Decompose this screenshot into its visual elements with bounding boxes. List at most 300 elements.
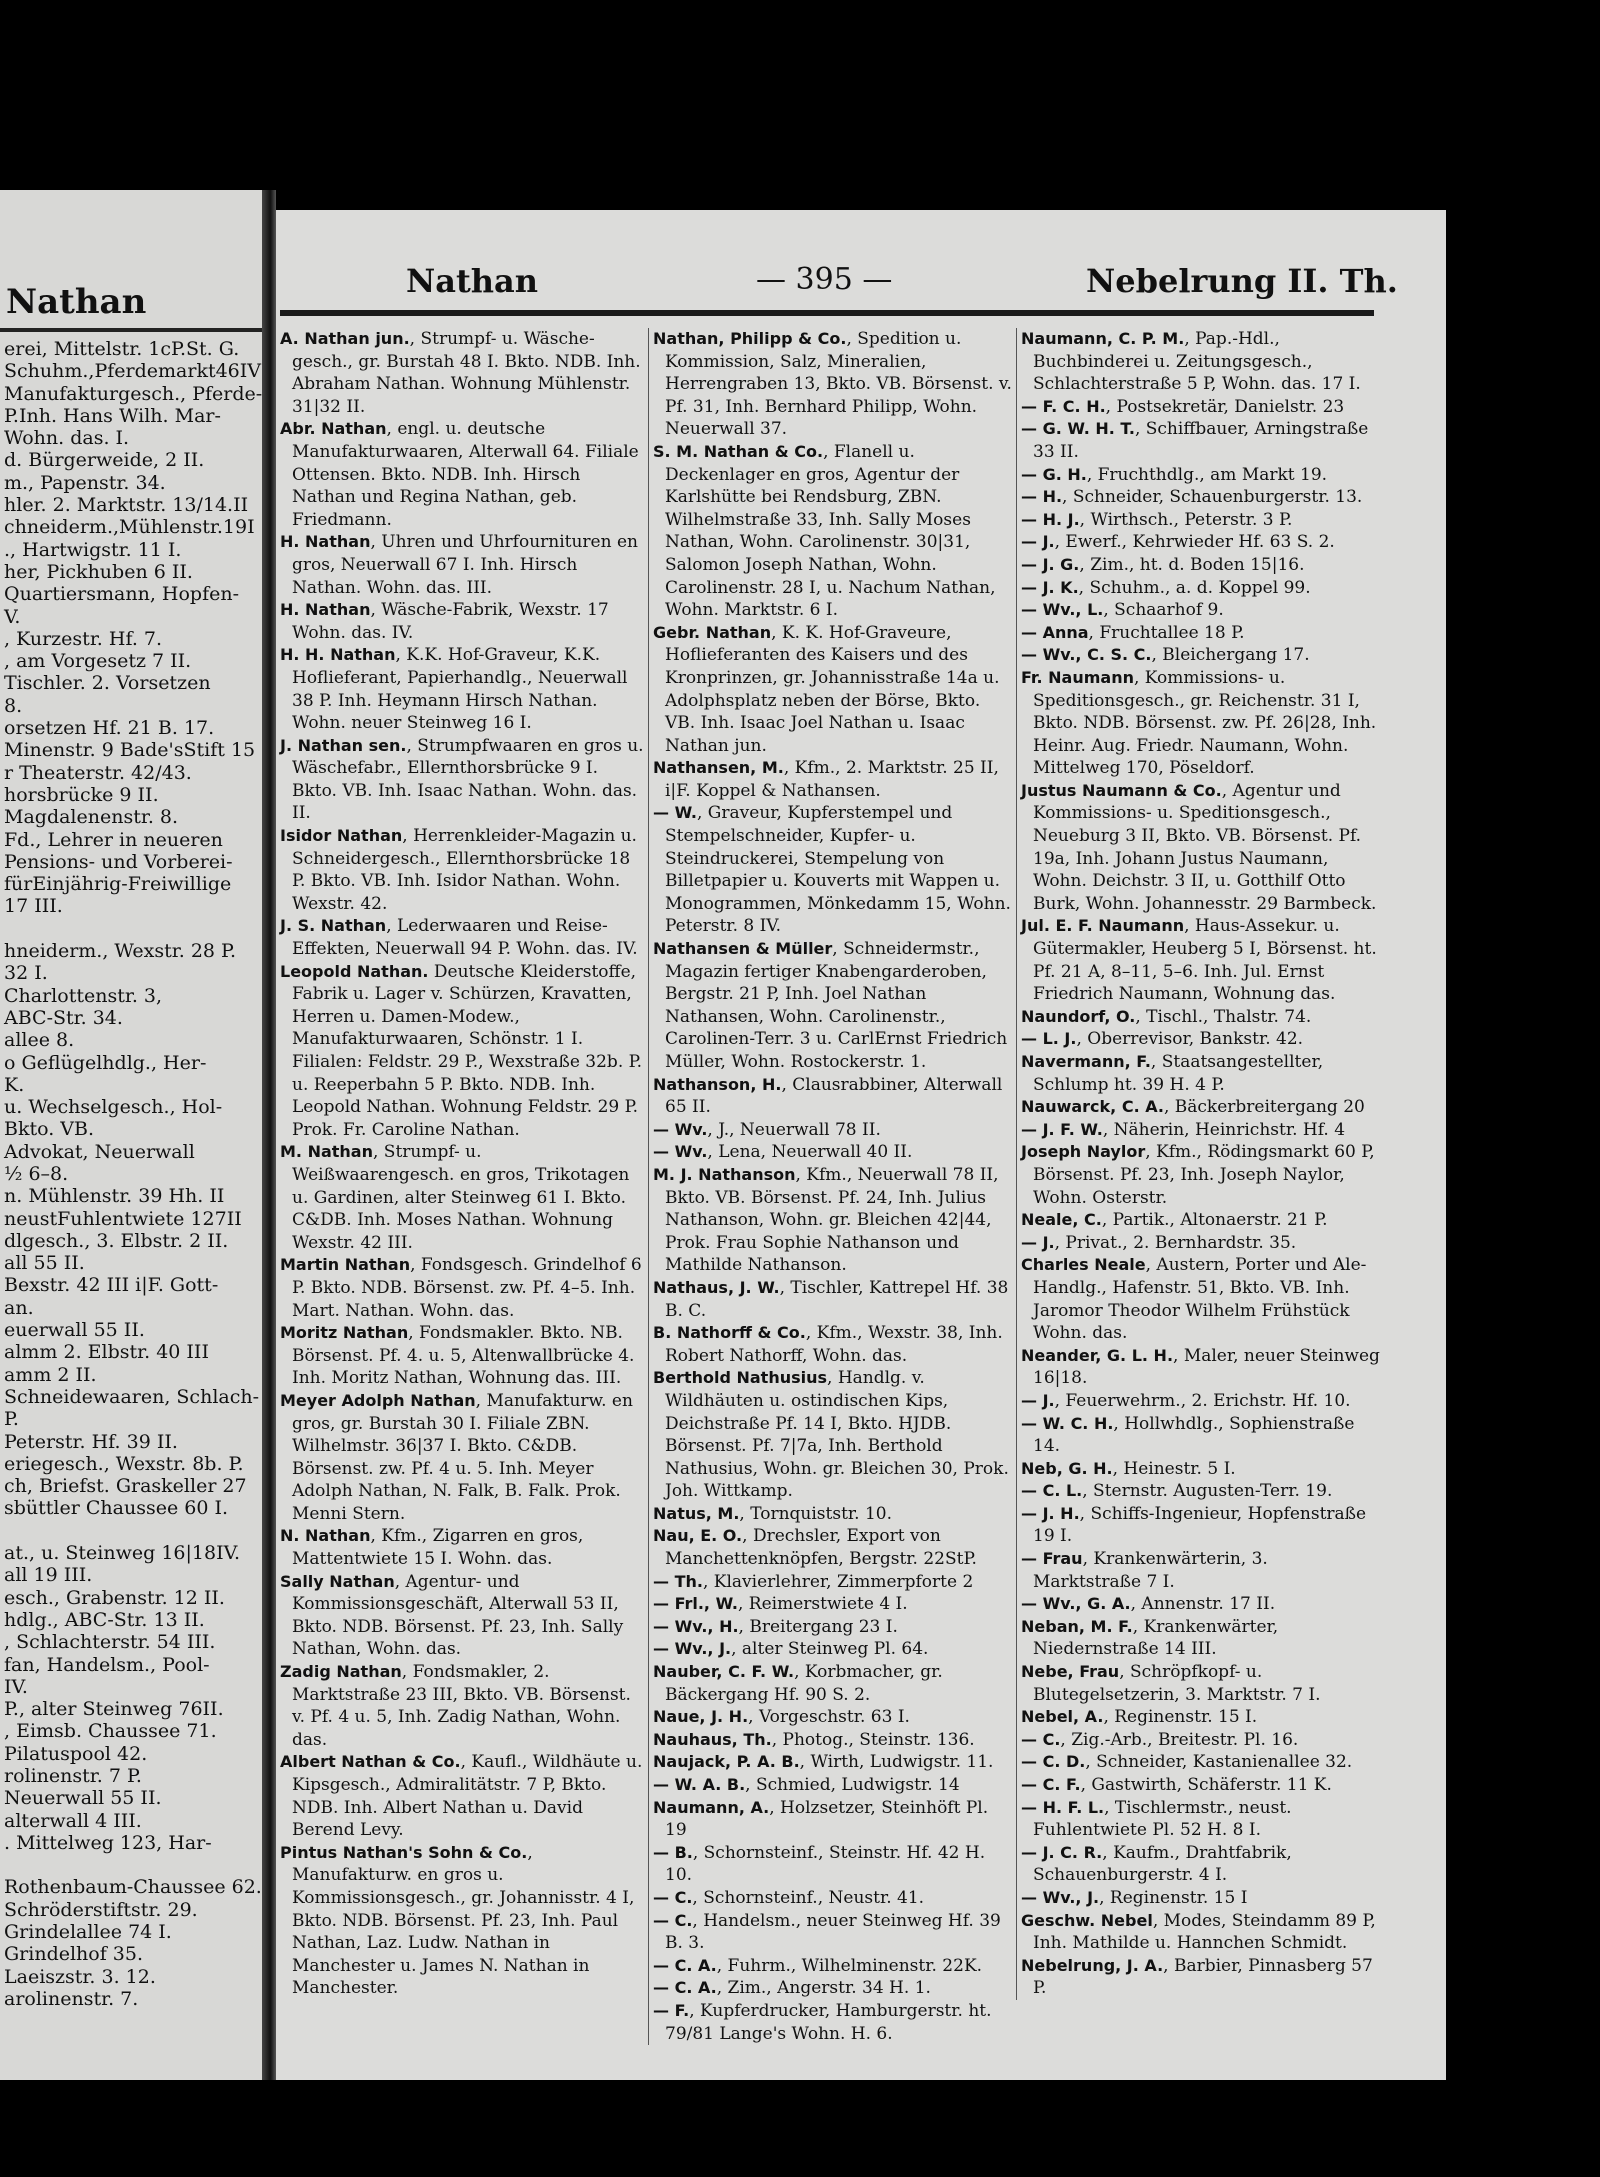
directory-entry [653,1277,1015,1322]
previous-page-line: Laeiszstr. 3. 12. [4,1965,156,1988]
entry-name: Naundorf, O. [1021,1006,1136,1026]
entry-name: Isidor Nathan [280,826,403,846]
entry-name: — W. A. B. [653,1775,746,1794]
previous-page-line: sbüttler Chaussee 60 I. [4,1497,228,1520]
entry-name: Nauhaus, Th. [653,1729,772,1749]
entry-details: , engl. u. deutsche Manufakturwaaren, Alterwall 64. Filiale Ottensen. Bkto. NDB. Inh. Hirsch Nathan und Regina Nathan, geb. Friedmann. [292,419,639,530]
previous-page-line: Bexstr. 42 III i|F. Gott- [4,1274,219,1297]
entry-name: — Anna [1021,622,1089,642]
entry-name: — C. L. [1021,1481,1083,1501]
entry-name: N. Nathan [280,1526,371,1546]
previous-page-line: Pensions- und Vorberei- [4,850,233,873]
directory-entry [653,938,1015,1074]
entry-details: , Kaufl., Wildhäute u. Kipsgesch., Admiralitätstr. 7 P, Bkto. NDB. Inh. Albert Nathan u. David Berend Levy. [292,1752,643,1841]
entry-name: H. Nathan [280,532,371,552]
entry-details: , Korbmacher, gr. Bäckergang Hf. 90 S. 2. [665,1662,943,1705]
directory-entry [1021,509,1381,532]
entry-details: , Manufakturw. en gros u. Kommissionsgesch., gr. Johannisstr. 4 I, Bkto. NDB. Börsenst. Pf. 23, Inh. Paul Nathan, Laz. Ludw. Nathan in Manchester u. James N. Nathan in Manchester. [292,1842,635,1999]
entry-name: — Wv., L. [1021,600,1104,620]
entry-details: , Oberrevisor, Bankstr. 42. [1076,1029,1304,1050]
entry-name: Justus Naumann & Co. [1021,780,1222,800]
previous-page-line: ., Hartwigstr. 11 I. [4,538,182,561]
entry-name: S. M. Nathan & Co. [653,441,824,461]
entry-name: — J. [1021,1232,1055,1252]
entry-details: , Manufakturw. en gros, gr. Burstah 30 I. Filiale ZBN. Wilhelmstr. 36|37 I. Bkto. C&DB. Börsenst. zw. Pf. 4 u. 5. Inh. Meyer Adolph Nathan, N. Falk, B. Falk. Prok. Menni Stern. [292,1390,633,1524]
directory-entry [653,1141,1015,1164]
previous-page-line: , Eimsb. Chaussee 71. [4,1720,217,1743]
entry-details: , Schuhm., a. d. Koppel 99. [1078,577,1311,598]
previous-page-line: at., u. Steinweg 16|18IV. [4,1542,241,1565]
directory-entry [653,622,1015,758]
entry-name: — H. J. [1021,509,1080,529]
entry-name: — C. A. [653,1978,717,1998]
entry-details: , alter Steinweg Pl. 64. [731,1639,929,1660]
entry-name: — J. [1021,532,1055,552]
entry-name: Nebelrung, J. A. [1021,1955,1164,1975]
previous-page-line: Schneidewaaren, Schlach- [4,1385,260,1408]
column-2 [648,328,1015,2045]
directory-entry [653,1074,1015,1119]
entry-name: Nebel, A. [1021,1707,1104,1727]
directory-entry [653,1164,1015,1277]
entry-details: , Tischler, Kattrepel Hf. 38 B. C. [665,1277,1009,1321]
directory-entry [1021,1503,1381,1548]
directory-entry [653,1706,1015,1729]
entry-details: , Sternstr. Augusten-Terr. 19. [1082,1481,1333,1502]
entry-details: , Agentur- und Kommissionsgeschäft, Alterwall 53 II, Bkto. NDB. Börsenst. Pf. 23, Inh. Sally Nathan, Wohn. das. [292,1571,624,1660]
previous-page-line: hneiderm., Wexstr. 28 P. [4,940,237,963]
entry-name: — G. W. H. T. [1021,419,1135,439]
entry-name: M. J. Nathanson [653,1164,796,1184]
entry-name: Pintus Nathan's Sohn & Co. [280,1842,528,1862]
previous-page-line: rolinenstr. 7 P. [4,1765,142,1787]
directory-entry [1021,554,1381,577]
previous-page-line: Advokat, Neuerwall [4,1140,195,1163]
previous-page-fragment [0,190,262,2080]
entry-name: Neale, C. [1021,1210,1102,1230]
entry-details: , Schneider, Schauenburgerstr. 13. [1062,487,1363,508]
entry-name: — B. [653,1842,693,1862]
entry-name: Berthold Nathusius [653,1368,828,1388]
entry-name: Gebr. Nathan [653,622,772,642]
entry-details: , Kupferdrucker, Hamburgerstr. ht. 79/81 Lange's Wohn. H. 6. [665,2000,992,2044]
previous-page-line: V. [4,605,21,628]
directory-entry [1021,531,1381,554]
directory-entry [1021,1006,1381,1029]
previous-page-line: euerwall 55 II. [4,1319,145,1342]
directory-entry [653,2000,1015,2045]
entry-details: , Staatsangestellter, Schlump ht. 39 H. 4 P. [1033,1052,1324,1095]
entry-name: B. Nathorff & Co. [653,1323,806,1343]
entry-details: , K. K. Hof-Graveure, Hoflieferanten des Kaisers und des Kronprinzen, gr. Johannisstraße 14a u. Adolphsplatz neben der Börse, Bkto. VB. Inh. Isaac Joel Nathan u. Isaac Nathan jun. [665,622,1000,756]
entry-details: , Barbier, Pinnasberg 57 P. [1033,1955,1373,1999]
entry-name: Neb, G. H. [1021,1458,1113,1478]
entry-name: M. Nathan [280,1142,373,1162]
entry-name: Charles Neale [1021,1255,1146,1275]
entry-details: , Flanell u. Deckenlager en gros, Agentur der Karlshütte bei Rendsburg, ZBN. Wilhelmstraße 33, Inh. Sally Moses Nathan, Wohn. Carolinenstr. 30|31, Salomon Joseph Nathan, Wohn. Carolinenstr. 28 I, u. Nachum Nathan, Wohn. Marktstr. 6 I. [665,441,996,621]
directory-entry [1021,1345,1381,1390]
directory-entry [1021,1028,1381,1051]
entry-details: Deutsche Kleiderstoffe, Fabrik u. Lager v. Schürzen, Kravatten, Herren u. Damen-Modew., Manufakturwaaren, Schönstr. 1 I. Filialen: Feldstr. 29 P., Wexstraße 32b. P. u. Reeperbahn 5 P. Bkto. NDB. Inh. Leopold Nathan. Wohnung Feldstr. 29 P. Prok. Fr. Caroline Nathan. [292,961,643,1140]
entry-name: Sally Nathan [280,1571,395,1591]
directory-entry [280,961,644,1142]
entry-name: — C. [653,1887,693,1907]
entry-details: , Feuerwehrm., 2. Erichstr. Hf. 10. [1054,1390,1351,1411]
entry-details: , Fondsmakler. Bkto. NB. Börsenst. Pf. 4. u. 5, Altenwallbrücke 4. Inh. Moritz Nathan, Wohnung das. III. [292,1323,635,1389]
directory-entry [653,1571,1015,1594]
entry-details: , Strumpf- u. Weißwaarengesch. en gros, Trikotagen u. Gardinen, alter Steinweg 61 I. Bkto. C&DB. Inh. Moses Nathan. Wohnung Wexstr. 42 III. [292,1142,630,1253]
entry-details: , Postsekretär, Danielstr. 23 [1105,396,1345,417]
entry-details: , Reginenstr. 15 I. [1103,1707,1258,1728]
entry-name: — Th. [653,1571,703,1591]
entry-details: , Agentur und Kommissions- u. Speditionsgesch., Neueburg 3 II, Bkto. VB. Börsenst. Pf. 19a, Inh. Johann Justus Naumann, Wohn. Deichstr. 3 II, u. Gotthilf Otto Burk, Wohn. Johannesstr. 29 Barmbeck. [1033,780,1377,914]
previous-page-line: , Schlachterstr. 54 III. [4,1631,216,1654]
directory-entry [280,1571,644,1661]
book-gutter [262,190,276,2080]
entry-name: Nathan, Philipp & Co. [653,329,847,348]
page-header [276,258,1398,310]
entry-details: , Schornsteinf., Steinstr. Hf. 42 H. 10. [665,1842,986,1886]
previous-page-line: Pilatuspool 42. [4,1742,148,1765]
directory-entry [653,1661,1015,1706]
previous-page-line: P.Inh. Hans Wilh. Mar- [4,404,221,427]
entry-details: , Haus-Assekur. u. Gütermakler, Heuberg 5 I, Börsenst. ht. Pf. 21 A, 8–11, 5–6. Inh. Jul. Ernst Friedrich Naumann, Wohnung das. [1033,916,1377,1005]
entry-name: — Frau [1021,1549,1083,1569]
entry-details: , Fuhrm., Wilhelminenstr. 22K. [716,1955,983,1976]
previous-page-rule [0,328,262,332]
previous-page-line: almm 2. Elbstr. 40 III [4,1341,209,1364]
previous-page-line: Tischler. 2. Vorsetzen [4,672,211,695]
directory-entry [1021,396,1381,419]
entry-name: — Wv., H. [653,1616,739,1636]
previous-page-line: P., alter Steinweg 76II. [4,1698,224,1721]
directory-entry [1021,1616,1381,1661]
previous-page-line [4,918,262,940]
header-right-catchword: Nebelrung II. Th. [1086,262,1398,300]
directory-entry [1021,915,1381,1005]
directory-entry [1021,1051,1381,1096]
previous-page-line: K. [4,1073,25,1096]
directory-entry [1021,1480,1381,1503]
entry-name: Abr. Nathan [280,419,387,439]
entry-name: J. S. Nathan [280,916,387,936]
entry-name: Albert Nathan & Co. [280,1752,461,1772]
entry-details: , Zim., ht. d. Boden 15|16. [1079,554,1305,575]
directory-entry [653,757,1015,802]
entry-details: , Uhren und Uhrfournituren en gros, Neuerwall 67 I. Inh. Hirsch Nathan. Wohn. das. III. [292,532,638,598]
directory-entry [653,1910,1015,1955]
directory-entry [1021,577,1381,600]
previous-page-line: Quartiersmann, Hopfen- [4,583,240,606]
directory-entry [1021,644,1381,667]
previous-page-line: orsetzen Hf. 21 B. 17. [4,717,215,740]
directory-entry [1021,667,1381,780]
directory-entry [1021,1141,1381,1209]
entry-name: — H. F. L. [1021,1797,1105,1817]
entry-details: , Strumpf- u. Wäsche-gesch., gr. Burstah 48 I. Bkto. NDB. Inh. Abraham Nathan. Wohnung Mühlenstr. 31|32 II. [292,329,641,417]
directory-entry [1021,599,1381,622]
entry-details: , Zig.-Arb., Breitestr. Pl. 16. [1060,1729,1299,1750]
entry-name: Jul. E. F. Naumann [1021,916,1185,936]
previous-page-line: eriegesch., Wexstr. 8b. P. [4,1452,244,1475]
directory-entry [653,1638,1015,1661]
entry-name: H. Nathan [280,600,371,620]
entry-details: , Pap.-Hdl., Buchbinderei u. Zeitungsgesch., Schlachterstraße 5 P, Wohn. das. 17 I. [1033,329,1361,395]
previous-page-line: Rothenbaum-Chaussee 62. [4,1876,262,1899]
directory-entry [280,418,644,531]
directory-entry [280,599,644,644]
directory-entry [1021,1413,1381,1458]
entry-details: , Schmied, Ludwigstr. 14 [745,1775,960,1795]
entry-name: — J. K. [1021,577,1079,597]
entry-name: Nathansen & Müller [653,939,833,959]
entry-details: , Schneidermstr., Magazin fertiger Knabengarderoben, Bergstr. 21 P, Inh. Joel Nathan Nathansen, Wohn. Carolinenstr., Carolinen-Terr. 3 u. CarlErnst Friedrich Müller, Wohn. Rostockerstr. 1. [665,939,1008,1072]
entry-name: Natus, M. [653,1503,740,1523]
directory-entry [1021,1390,1381,1413]
entry-details: , Kommissions- u. Speditionsgesch., gr. Reichenstr. 31 I, Bkto. NDB. Börsenst. zw. Pf. 26|28, Inh. Heinr. Aug. Friedr. Naumann, Wohn. Mittelweg 170, Pöseldorf. [1033,667,1377,779]
directory-entry [1021,1254,1381,1344]
previous-page-line: m., Papenstr. 34. [4,471,166,494]
entry-details: , Schaarhof 9. [1103,600,1224,621]
directory-page [276,210,1446,2080]
entry-details: , Bleichergang 17. [1151,645,1310,666]
directory-entry [280,1254,644,1322]
directory-entry [653,1119,1015,1142]
entry-name: Nebe, Frau [1021,1662,1120,1682]
entry-details: , Näherin, Heinrichstr. Hf. 4 [1102,1119,1346,1140]
page-number: — 395 — [756,262,893,297]
directory-entry [1021,1096,1381,1119]
directory-entry [653,1593,1015,1616]
entry-details: , Maler, neuer Steinweg 16|18. [1033,1345,1380,1389]
entry-name: — C. A. [653,1955,717,1975]
entry-name: — Wv., G. A. [1021,1594,1131,1614]
previous-page-line: fan, Handelsm., Pool- [4,1653,210,1676]
entry-name: Naue, J. H. [653,1707,749,1727]
entry-name: — C. [1021,1729,1061,1749]
entry-name: Zadig Nathan [280,1662,402,1682]
entry-details: , Handlg. v. Wildhäuten u. ostindischen Kips, Deichstraße Pf. 14 I, Bkto. HJDB. Börsenst. Pf. 7|7a, Inh. Berthold Nathusius, Wohn. gr. Bleichen 30, Prok. Joh. Wittkamp. [665,1368,1009,1502]
previous-page-line: Schröderstiftstr. 29. [4,1898,198,1921]
entry-details: , Lederwaaren und Reise-Effekten, Neuerwall 94 P. Wohn. das. IV. [292,916,638,960]
previous-page-line: arolinenstr. 7. [4,1987,139,2010]
previous-page-line: P. [4,1408,19,1431]
entry-name: — Wv., C. S. C. [1021,645,1152,665]
entry-name: — Wv. [653,1119,708,1139]
entry-name: Martin Nathan [280,1255,411,1275]
entry-details: , Kfm., Zigarren en gros, Mattentwiete 15 I. Wohn. das. [292,1526,584,1570]
previous-page-line: ch, Briefst. Graskeller 27 [4,1475,247,1498]
directory-entry [280,644,644,734]
entry-details: , Handelsm., neuer Steinweg Hf. 39 B. 3. [665,1910,1001,1954]
directory-entry [653,1751,1015,1774]
directory-entry [1021,1209,1381,1232]
directory-entry [653,441,1015,622]
entry-details: , Spedition u. Kommission, Salz, Mineralien, Herrengraben 13, Bkto. VB. Börsenst. v. Pf. 31, Inh. Bernhard Philipp, Wohn. Neuerwall 37. [665,329,1012,440]
previous-page-line: 32 I. [4,962,48,985]
entry-name: Nathaus, J. W. [653,1277,780,1297]
entry-name: Leopold Nathan. [280,961,429,981]
entry-name: — F. [653,2000,690,2020]
entry-name: — Wv., J. [653,1639,732,1659]
entry-details: , Graveur, Kupferstempel und Stempelschneider, Kupfer- u. Steindruckerei, Stempelung von Billetpapier u. Kouverts mit Wappen u. Monogrammen, Mönkedamm 15, Wohn. Peterstr. 8 IV. [665,803,1011,937]
entry-name: — C. [653,1910,693,1930]
directory-entry [1021,1887,1381,1910]
entry-details: , Fruchtallee 18 P. [1088,622,1245,643]
entry-name: — C. D. [1021,1752,1086,1772]
entry-name: — Frl., W. [653,1594,738,1614]
previous-page-line: Magdalenenstr. 8. [4,806,179,829]
directory-entry [1021,1593,1381,1616]
previous-page-line: all 19 III. [4,1564,93,1587]
entry-name: Joseph Naylor [1021,1142,1146,1162]
previous-page-line: Grindelallee 74 I. [4,1921,172,1944]
previous-page-line: esch., Grabenstr. 12 II. [4,1586,225,1609]
entry-details: , Bäckerbreitergang 20 [1163,1097,1365,1118]
entry-details: , Hollwhdlg., Sophienstraße 14. [1033,1413,1355,1457]
entry-details: , Krankenwärterin, 3. Marktstraße 7 I. [1033,1549,1268,1592]
previous-page-line: hdlg., ABC-Str. 13 II. [4,1608,205,1631]
directory-entry [653,1729,1015,1752]
previous-page-line: fürEinjährig-Freiwillige [4,873,232,896]
previous-page-line [4,1854,262,1876]
entry-name: — J. H. [1021,1503,1080,1523]
directory-entry [1021,1842,1381,1887]
directory-entry [280,531,644,599]
entry-details: , Reginenstr. 15 I [1099,1887,1248,1908]
directory-entry [280,915,644,960]
entry-details: , Schröpfkopf- u. Blutegelsetzerin, 3. Marktstr. 7 I. [1033,1662,1321,1705]
previous-page-line: d. Bürgerweide, 2 II. [4,449,205,472]
entry-name: Nau, E. O. [653,1526,743,1546]
entry-details: , Privat., 2. Bernhardstr. 35. [1054,1232,1297,1253]
entry-name: Naumann, C. P. M. [1021,329,1185,348]
directory-entry [280,328,644,418]
entry-name: Fr. Naumann [1021,667,1134,687]
directory-entry [653,1977,1015,2000]
previous-page-line: . Mittelweg 123, Har- [4,1831,212,1854]
previous-page-line: hler. 2. Marktstr. 13/14.II [4,494,249,517]
directory-entry [1021,1119,1381,1142]
header-rule [280,310,1374,316]
entry-name: Nauwarck, C. A. [1021,1097,1164,1117]
previous-page-line: Wohn. das. I. [4,427,130,450]
directory-entry [280,1141,644,1254]
previous-page-line: alterwall 4 III. [4,1809,142,1832]
directory-entry [653,1525,1015,1570]
directory-entry [280,1322,644,1390]
entry-details: , Schneider, Kastanienallee 32. [1085,1752,1353,1773]
directory-entry [653,1887,1015,1910]
entry-name: — G. H. [1021,464,1087,484]
entry-name: Nathansen, M. [653,758,784,778]
directory-entry [280,1751,644,1841]
entry-details: , Schiffs-Ingenieur, Hopfenstraße 19 I. [1033,1503,1367,1547]
directory-entry [1021,1661,1381,1706]
previous-page-line: erei, Mittelstr. 1cP.St. G. [4,338,240,360]
previous-page-lines [0,338,262,2010]
entry-details: , Reimerstwiete 4 I. [738,1594,908,1615]
previous-page-line: Schuhm.,Pferdemarkt46IV [4,360,261,383]
previous-page-line: Bkto. VB. [4,1118,95,1141]
entry-details: , Wirth, Ludwigstr. 11. [799,1752,994,1773]
entry-name: — F. C. H. [1021,396,1106,416]
entry-details: , Fondsgesch. Grindelhof 6 P. Bkto. NDB. Börsenst. zw. Pf. 4–5. Inh. Mart. Nathan. Wohn. das. [292,1255,642,1321]
previous-page-line: Charlottenstr. 3, [4,984,163,1007]
entry-details: , Tischl., Thalstr. 74. [1135,1006,1312,1027]
directory-entry [653,1774,1015,1797]
previous-page-header: Nathan [6,282,147,322]
directory-entry [1021,1797,1381,1842]
entry-details: , Kaufm., Drahtfabrik, Schauenburgerstr. 4 I. [1033,1842,1292,1886]
directory-entry [1021,1774,1381,1797]
header-left-catchword: Nathan [406,262,539,300]
entry-details: , Clausrabbiner, Alterwall 65 II. [665,1074,1003,1118]
previous-page-line: dlgesch., 3. Elbstr. 2 II. [4,1229,229,1252]
previous-page-line: horsbrücke 9 II. [4,783,159,806]
entry-name: Moritz Nathan [280,1323,409,1343]
entry-details: , Drechsler, Export von Manchettenknöpfen, Bergstr. 22StP. [665,1526,977,1570]
previous-page-line [4,1520,262,1542]
entry-details: , Zim., Angerstr. 34 H. 1. [716,1978,931,1999]
previous-page-line: Neuerwall 55 II. [4,1787,162,1810]
previous-page-line: , am Vorgesetz 7 II. [4,650,192,673]
entry-name: Meyer Adolph Nathan [280,1390,476,1410]
directory-entry [1021,418,1381,463]
previous-page-line: ABC-Str. 34. [4,1006,123,1029]
previous-page-line: Peterstr. Hf. 39 II. [4,1430,178,1453]
entry-details: , Lena, Neuerwall 40 II. [707,1142,913,1163]
entry-details: , Herrenkleider-Magazin u. Schneidergesch., Ellernthorsbrücke 18 P. Bkto. VB. Inh. Isidor Nathan. Wohn. Wexstr. 42. [292,826,637,914]
scan-right-margin [1446,210,1600,2080]
directory-entry [1021,1548,1381,1593]
entry-details: , Tischlermstr., neust. Fuhlentwiete Pl. 52 H. 8 I. [1033,1797,1292,1841]
previous-page-line: n. Mühlenstr. 39 Hh. II [4,1185,225,1208]
entry-name: — J. [1021,1390,1055,1410]
previous-page-line: u. Wechselgesch., Hol- [4,1096,223,1119]
directory-entry [653,1797,1015,1842]
entry-name: — Wv., J. [1021,1887,1100,1907]
entry-details: , Vorgeschstr. 63 I. [748,1707,910,1728]
directory-entry [1021,1910,1381,1955]
previous-page-line: o Geflügelhdlg., Her- [4,1051,207,1074]
previous-page-line: IV. [4,1675,28,1698]
entry-details: , Heinestr. 5 I. [1112,1458,1236,1479]
entry-details: , Kfm., Neuerwall 78 II, Bkto. VB. Börsenst. Pf. 24, Inh. Julius Nathanson, Wohn. gr. Bleichen 42|44, Prok. Frau Sophie Nathanson und Mathilde Nathanson. [665,1164,999,1276]
directory-entry [1021,780,1381,916]
directory-entry [653,1842,1015,1887]
column-1 [280,328,644,2000]
directory-entry [653,328,1015,441]
directory-entry [1021,1751,1381,1774]
directory-entry [653,1503,1015,1526]
entry-name: — L. J. [1021,1029,1077,1049]
previous-page-line: 17 III. [4,895,63,918]
entry-details: , Schornsteinf., Neustr. 41. [692,1887,925,1908]
entry-name: — J. G. [1021,554,1080,574]
entry-details: , Annenstr. 17 II. [1130,1594,1276,1615]
directory-entry [653,1322,1015,1367]
entry-name: — Wv. [653,1142,708,1162]
previous-page-line: neustFuhlentwiete 127II [4,1207,242,1230]
entry-name: A. Nathan jun. [280,329,410,348]
entry-details: , Tornquiststr. 10. [739,1503,893,1524]
entry-name: — C. F. [1021,1775,1081,1794]
entry-details: , Breitergang 23 I. [738,1616,898,1637]
entry-name: — H. [1021,487,1063,507]
entry-details: , Fruchthdlg., am Markt 19. [1086,464,1328,485]
previous-page-line: Fd., Lehrer in neueren [4,828,223,851]
